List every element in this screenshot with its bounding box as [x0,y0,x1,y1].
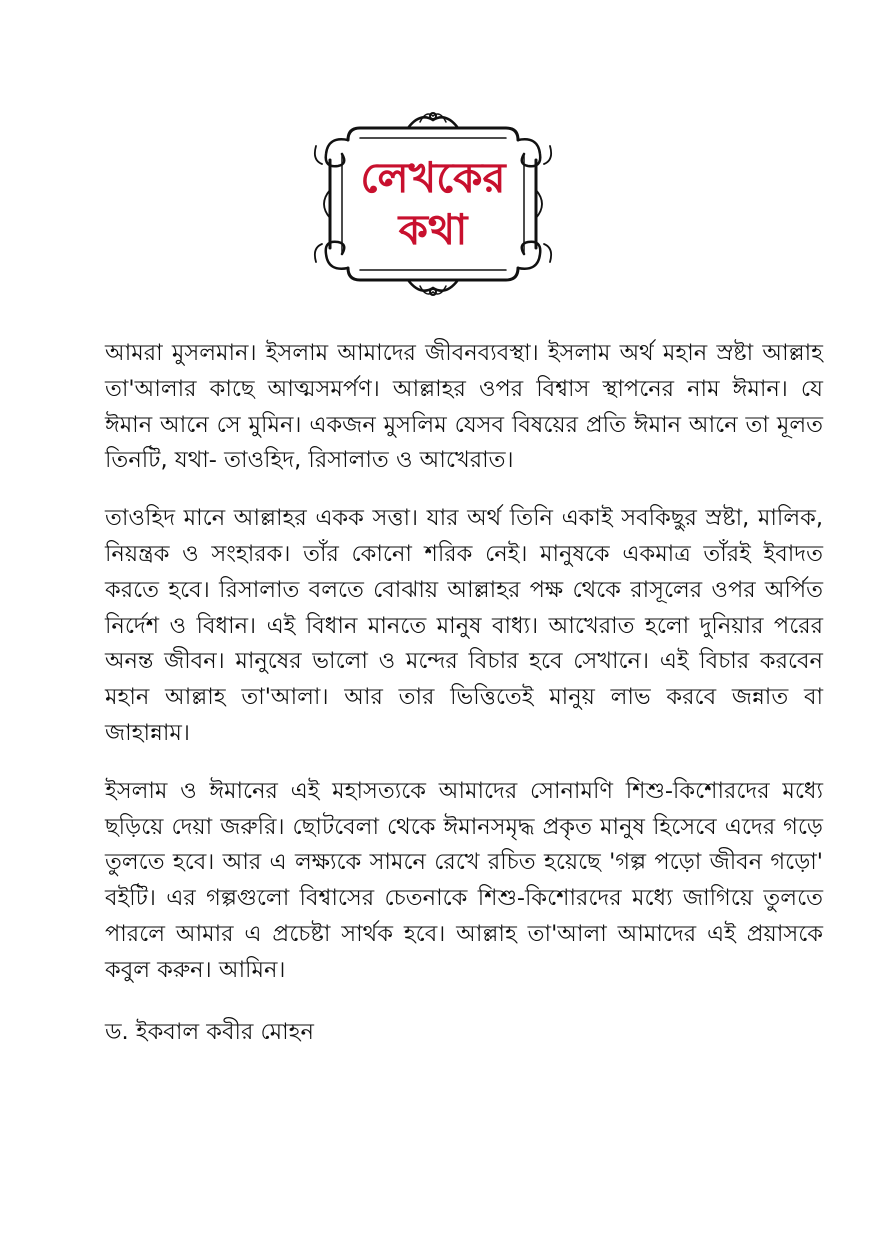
heading-ornament-frame [308,110,558,298]
page-title-line-1: লেখকের [360,153,506,202]
paragraph-2: তাওহিদ মানে আল্লাহর একক সত্তা। যার অর্থ তিনি একাই সবকিছুর স্রষ্টা, মালিক, নিয়ন্ত্রক ও সংহারক। তাঁর কোনো শরিক নেই। মানুষকে একমাত্র তাঁরই ইবাদত করতে হবে। রিসালাত বলতে বোঝায় আল্লাহর পক্ষ থেকে রাসূলের ওপর অর্পিত নির্দেশ ও বিধান। এই বিধান মানতে মানুষ বাধ্য। আখেরাত হলো দুনিয়ার পরের অনন্ত জীবন। মানুষের ভালো ও মন্দের বিচার হবে সেখানে। এই বিচার করবেন মহান আল্লাহ তা'আলা। আর তার ভিত্তিতেই মানুয় লাভ করবে জন্নাত বা জাহান্নাম। [105,505,823,746]
page-title [308,110,558,298]
paragraph-1: আমরা মুসলমান। ইসলাম আমাদের জীবনব্যবস্থা। ইসলাম অর্থ মহান স্রষ্টা আল্লাহ তা'আলার কাছে আত্মসমর্পণ। আল্লাহর ওপর বিশ্বাস স্থাপনের নাম ঈমান। যে ঈমান আনে সে মুমিন। একজন মুসলিম যেসব বিষয়ের প্রতি ঈমান আনে তা মূলত তিনটি, যথা- তাওহিদ, রিসালাত ও আখেরাত। [105,340,823,474]
preface-body [105,336,823,1050]
author-signature: ড. ইকবাল কবীর মোহন [105,1018,314,1045]
paragraph-3: ইসলাম ও ঈমানের এই মহাসত্যকে আমাদের সোনামণি শিশু-কিশোরদের মধ্যে ছড়িয়ে দেয়া জরুরি। ছোটবেলা থেকে ঈমানসমৃদ্ধ প্রকৃত মানুষ হিসেবে এদের গড়ে তুলতে হবে। আর এ লক্ষ্যকে সামনে রেখে রচিত হয়েছে 'গল্প পড়ো জীবন গড়ো' বইটি। এর গল্পগুলো বিশ্বাসের চেতনাকে শিশু-কিশোরদের মধ্যে জাগিয়ে তুলতে পারলে আমার এ প্রচেষ্টা সার্থক হবে। আল্লাহ তা'আলা আমাদের এই প্রয়াসকে কবুল করুন। আমিন। [105,777,823,983]
page-title-line-2: কথা [398,205,468,254]
